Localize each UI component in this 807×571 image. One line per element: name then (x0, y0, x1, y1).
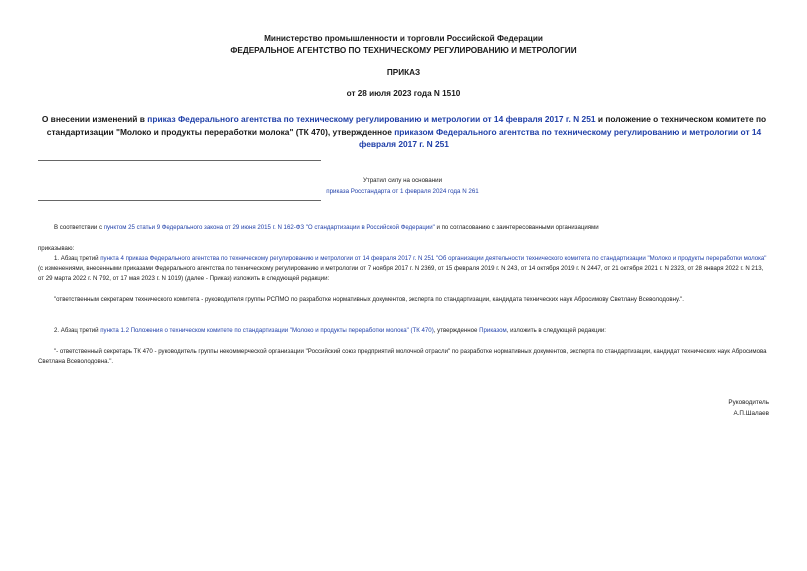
item-2-text-1: 2. Абзац третий (54, 327, 101, 334)
divider-top (38, 160, 321, 161)
item-1-text-2: (с изменениями, внесенными приказами Федерального агентства по техническому регулированию и метрологии от 7 ноября 2017 г. N 2369, от 15 февраля 2019 г. N 243, от 14 октября 2019 г. N 2447, от 21 октября 2021 г. N 2323, от 28 января 2022 г. N 213, от 29 марта 2022 г. N 792, от 17 мая 2023 г. N 1019) (далее - Приказ) изложить в следующей редакции: (38, 265, 764, 283)
lost-force-link[interactable]: приказа Росстандарта от 1 февраля 2024 года N 261 (326, 188, 479, 195)
item-1 (38, 254, 771, 285)
signature-name: А.П.Шалаев (733, 410, 769, 417)
preamble-text-1: В соответствии с (54, 224, 104, 231)
divider-bottom (38, 200, 321, 201)
quote-2: "- ответственный секретарь ТК 470 - руководитель группы некоммерческой организации "Российский союз предприятий молочной отрасли" по разработке нормативных документов, эксперта по стандартизации, кандидат технических наук Абросимова Светлана Всеволодовна.". (38, 348, 767, 366)
item-1-link[interactable]: пункта 4 приказа Федерального агентства по техническому регулированию и метрологии от 14 февраля 2017 г. N 251 "Об организации деятельности технического комитета по стандартизации "Молоко и продукты переработки молока" (100, 255, 767, 262)
title-link-order-251[interactable]: приказ Федерального агентства по техническому регулированию и метрологии от 14 февраля 2017 г. N 251 (147, 114, 596, 124)
item-2 (38, 326, 771, 336)
item-2-text-2: , утвержденное (433, 327, 480, 334)
item-2-link-position[interactable]: пункта 1.2 Положения о техническом комитете по стандартизации "Молоко и продукты переработки молока" (ТК 470) (100, 327, 434, 334)
signature-block (728, 397, 769, 419)
item-2-text-3: , изложить в следующей редакции: (506, 327, 606, 334)
document-title (34, 113, 774, 151)
title-middle: и положение о техническом комитете по стандартизации "Молоко и продукты переработки молока" (ТК 470), утвержденное (46, 114, 767, 137)
agency-name: ФЕДЕРАЛЬНОЕ АГЕНТСТВО ПО ТЕХНИЧЕСКОМУ РЕГУЛИРОВАНИЮ И МЕТРОЛОГИИ (230, 46, 577, 55)
signature-role: Руководитель (728, 399, 769, 406)
ministry-name: Министерство промышленности и торговли Российской Федерации (264, 34, 543, 43)
lost-force-text: Утратил силу на основании (362, 177, 443, 184)
title-link-approving-order[interactable]: приказом Федерального агентства по техническому регулированию и метрологии от 14 февраля 2017 г. N 251 (359, 126, 762, 149)
quote-1: "ответственным секретарем технического комитета - руководителя группы РСПМО по разработке нормативных документов, эксперта по стандартизации, кандидата технических наук Абросимову Светлану Всеволодовну.". (54, 296, 684, 303)
preamble (38, 223, 771, 233)
item-2-link-order[interactable]: Приказом (479, 327, 507, 334)
status-block (300, 175, 505, 197)
title-prefix: О внесении изменений в (41, 114, 148, 124)
preamble-text-2: и по согласованию с заинтересованными организациями (434, 224, 599, 231)
doc-date-number: от 28 июля 2023 года N 1510 (346, 89, 461, 98)
item-1-text-1: 1. Абзац третий (54, 255, 101, 262)
order-word: приказываю: (38, 245, 75, 252)
doc-type: ПРИКАЗ (386, 68, 421, 77)
preamble-law-link[interactable]: пунктом 25 статьи 9 Федерального закона от 29 июня 2015 г. N 162-ФЗ "О стандартизации в Российской Федерации" (103, 224, 435, 231)
